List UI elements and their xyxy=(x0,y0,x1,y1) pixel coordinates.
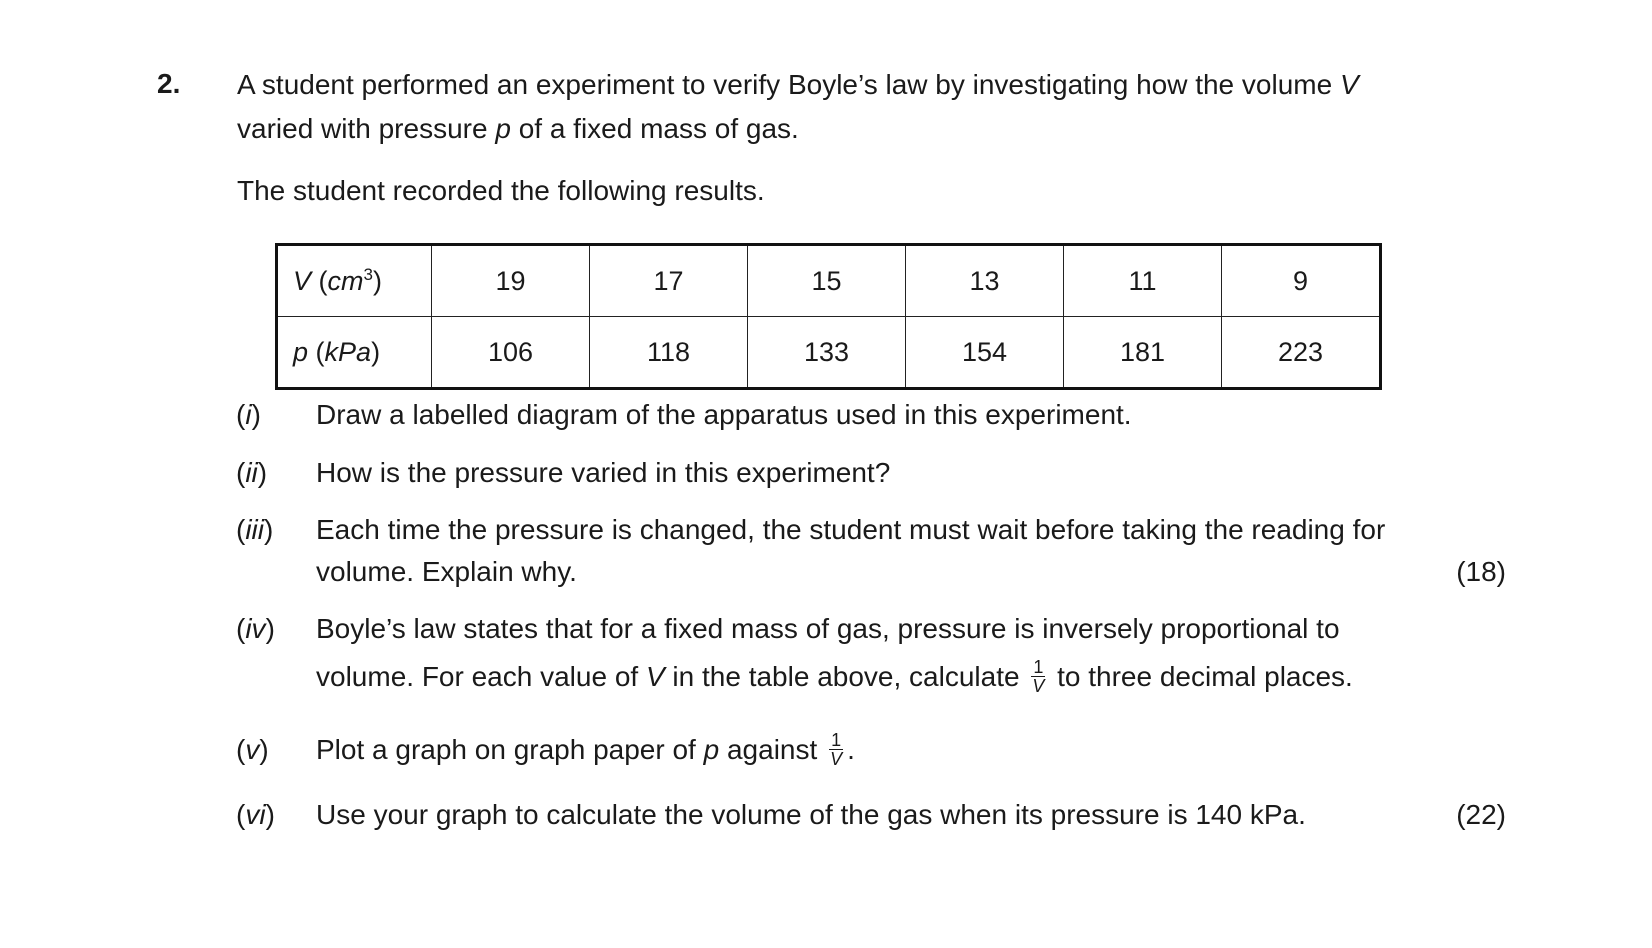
fraction-one-over-v: $\frac{1}{V}$ xyxy=(1032,657,1045,697)
part-vi-text: Use your graph to calculate the volume of the gas when its pressure is 140 kPa. xyxy=(316,799,1306,830)
part-iii-line-2: volume. Explain why. xyxy=(316,556,577,587)
volume-cell: 9 xyxy=(1222,245,1381,317)
intro-line-2-post: of a fixed mass of gas. xyxy=(510,113,799,144)
pressure-cell: 223 xyxy=(1222,317,1381,389)
part-iv-label: (iv) xyxy=(236,613,275,644)
volume-cell: 13 xyxy=(906,245,1064,317)
part-iii-line-1: Each time the pressure is changed, the student must wait before taking the reading for xyxy=(316,514,1386,545)
intro-line-1 xyxy=(237,68,1359,102)
pressure-cell: 133 xyxy=(748,317,906,389)
fraction-one-over-v: $\frac{1}{V}$ xyxy=(830,730,843,770)
intro-line-2 xyxy=(237,112,799,146)
part-iv-line-1: Boyle’s law states that for a fixed mass of gas, pressure is inversely proportional to xyxy=(316,613,1340,644)
part-i-label: (i) xyxy=(236,399,261,430)
part-ii-label: (ii) xyxy=(236,457,268,488)
part-iii-label: (iii) xyxy=(236,514,274,545)
volume-cell: 11 xyxy=(1064,245,1222,317)
volume-row xyxy=(277,245,1381,317)
marks-18: (18) xyxy=(1456,556,1506,587)
volume-cell: 19 xyxy=(432,245,590,317)
part-ii-text: How is the pressure varied in this experiment? xyxy=(316,457,891,488)
pressure-row xyxy=(277,317,1381,389)
pressure-cell: 118 xyxy=(590,317,748,389)
intro-line-1-text: A student performed an experiment to verify Boyle’s law by investigating how the volume xyxy=(237,69,1340,100)
part-vi-label: (vi) xyxy=(236,799,275,830)
marks-22: (22) xyxy=(1456,799,1506,830)
part-v-text: Plot a graph on graph paper of p against $\frac{1}{V}$ . xyxy=(316,730,855,770)
part-iv-line-2: volume. For each value of V in the table above, calculate $\frac{1}{V}$ to three decimal places. xyxy=(316,657,1353,697)
recorded-line: The student recorded the following results. xyxy=(237,175,765,206)
intro-var-v: V xyxy=(1339,69,1359,100)
volume-cell: 17 xyxy=(590,245,748,317)
part-v-label: (v) xyxy=(236,734,269,765)
volume-cell: 15 xyxy=(748,245,906,317)
intro-var-p: p xyxy=(495,113,511,144)
volume-row-header: V $(cm^3)$ xyxy=(277,245,432,317)
pressure-cell: 106 xyxy=(432,317,590,389)
results-table xyxy=(275,243,1382,390)
question-number: 2. xyxy=(157,68,181,99)
pressure-row-header: p (kPa) xyxy=(277,317,432,389)
part-i-text: Draw a labelled diagram of the apparatus used in this experiment. xyxy=(316,399,1132,430)
pressure-cell: 154 xyxy=(906,317,1064,389)
intro-line-2-pre: varied with pressure xyxy=(237,113,496,144)
pressure-cell: 181 xyxy=(1064,317,1222,389)
